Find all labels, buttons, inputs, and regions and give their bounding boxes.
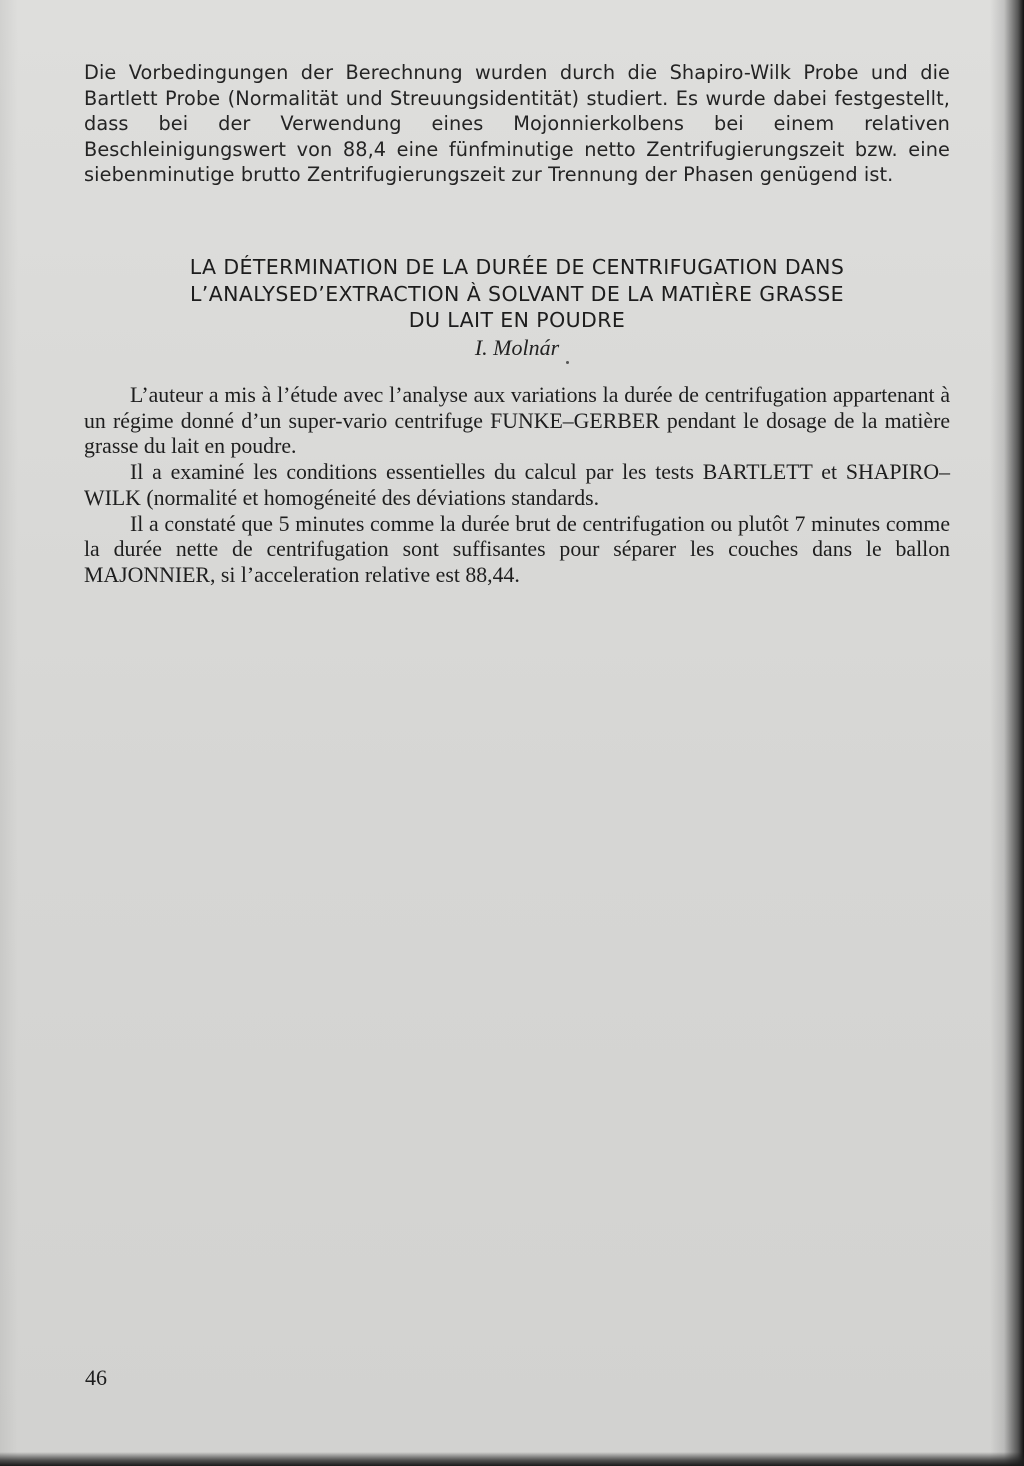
- french-abstract: [84, 383, 950, 589]
- article-title-line-2: L’ANALYSED’EXTRACTION À SOLVANT DE LA MATIÈRE GRASSE: [189, 281, 845, 306]
- article-title: [84, 254, 950, 334]
- speck-mark: [566, 361, 569, 364]
- french-paragraph-3: Il a constaté que 5 minutes comme la durée brut de centrifugation ou plutôt 7 minutes comme la durée nette de centrifugation sont suffisantes pour séparer les couches dans le ballon MAJONNIER, si l’acceleration relative est 88,44.: [84, 511, 950, 587]
- german-summary: [84, 60, 950, 188]
- french-paragraph-1: L’auteur a mis à l’étude avec l’analyse aux variations la durée de centrifugation appartenant à un régime donné d’un super-vario centrifuge FUNKE–GERBER pendant le dosage de la matière grasse du lait en poudre.: [84, 383, 950, 459]
- article-title-line-3: DU LAIT EN POUDRE: [408, 308, 626, 332]
- binding-shadow: [990, 0, 1024, 1466]
- page-number: 46: [85, 1365, 107, 1390]
- article-title-line-1: LA DÉTERMINATION DE LA DURÉE DE CENTRIFUGATION DANS: [189, 255, 845, 279]
- french-paragraph-2: Il a examiné les conditions essentielles du calcul par les tests BARTLETT et SHAPIRO–WILK (normalité et homogéneité des déviations standards.: [84, 460, 950, 510]
- german-summary-paragraph: Die Vorbedingungen der Berechnung wurden durch die Shapiro-Wilk Probe und die Bartlett Probe (Normalität und Streuungsidentität) studiert. Es wurde dabei festgestellt, dass bei der Verwendung eines Mojonnierkolbens bei einem relativen Beschleinigungswert von 88,4 eine fünfminutige netto Zentrifugierungszeit bzw. eine siebenminutige brutto Zentrifugierungszeit zur Trennung der Phasen genügend ist.: [84, 61, 950, 187]
- page-bottom-edge: [0, 1452, 1024, 1466]
- author-name: I. Molnár: [474, 335, 560, 360]
